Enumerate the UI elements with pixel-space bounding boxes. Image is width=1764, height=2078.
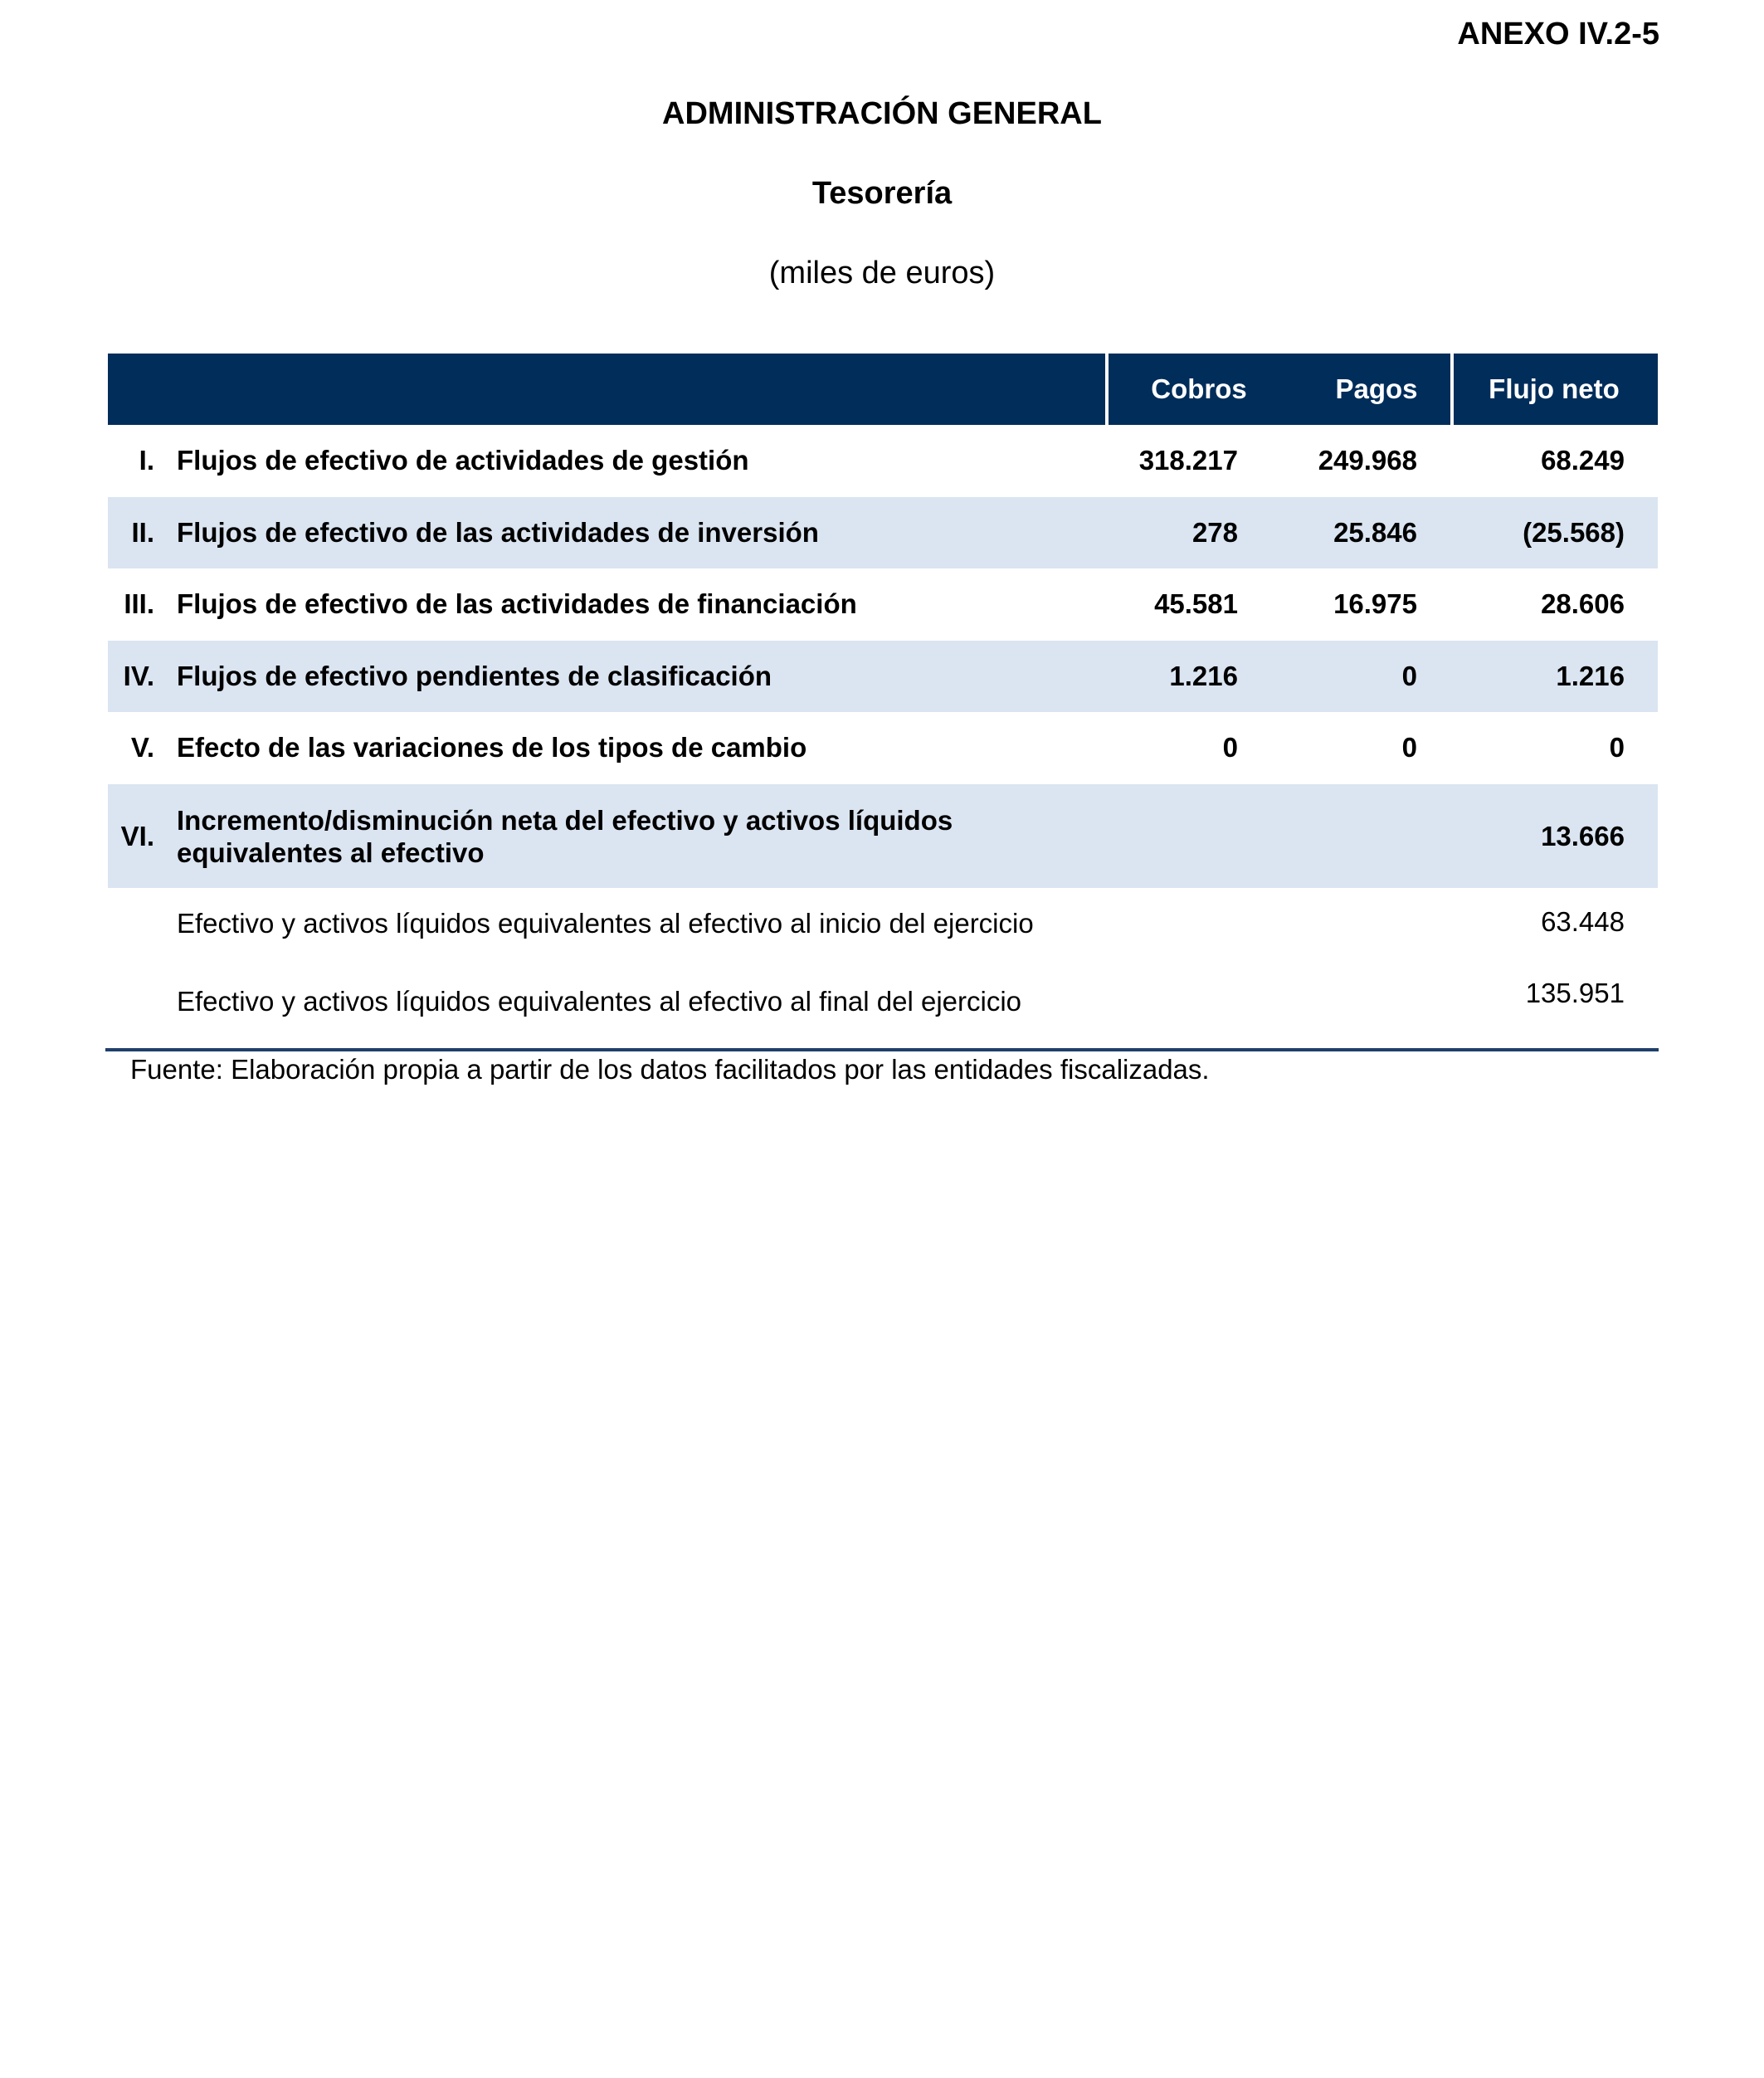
- row-number: IV.: [123, 661, 154, 691]
- cell-neto: 135.951: [1525, 978, 1625, 1008]
- table-row: [108, 568, 1658, 641]
- row-label: Efecto de las variaciones de los tipos de cambio: [177, 732, 807, 763]
- cell-neto: 68.249: [1541, 445, 1625, 476]
- cell-pagos: 0: [1401, 732, 1417, 763]
- header-flujo-neto: Flujo neto: [1489, 373, 1620, 404]
- cell-neto: 63.448: [1541, 906, 1625, 937]
- table-row: [108, 497, 1658, 568]
- row-label: Efectivo y activos líquidos equivalentes al efectivo al inicio del ejercicio: [177, 908, 1034, 939]
- header-divider: [1105, 354, 1109, 425]
- cell-cobros: 278: [1191, 517, 1238, 548]
- cell-neto: (25.568): [1523, 517, 1625, 548]
- row-number: V.: [130, 732, 154, 763]
- row-number: I.: [139, 445, 154, 476]
- table-row: [108, 641, 1658, 712]
- cell-cobros: 0: [1222, 732, 1238, 763]
- row-number: II.: [131, 517, 154, 548]
- row-label-line: equivalentes al efectivo: [177, 837, 485, 868]
- table-row: [108, 425, 1658, 497]
- table-row: [108, 712, 1658, 784]
- cell-cobros: 1.216: [1169, 661, 1238, 691]
- cell-pagos: 249.968: [1318, 445, 1417, 476]
- header-cobros: Cobros: [1151, 373, 1247, 404]
- units-label: (miles de euros): [768, 256, 996, 290]
- row-label-line: Incremento/disminución neta del efectivo y activos líquidos: [177, 805, 953, 836]
- table-row: [108, 888, 1658, 966]
- row-label: Flujos de efectivo de las actividades de inversión: [177, 517, 819, 548]
- cell-pagos: 25.846: [1333, 517, 1417, 548]
- table-row: [108, 966, 1658, 1037]
- table-bottom-rule: [105, 1048, 1659, 1051]
- row-label: Efectivo y activos líquidos equivalentes al efectivo al final del ejercicio: [177, 986, 1022, 1017]
- row-label: [177, 804, 1139, 869]
- cell-neto: 13.666: [1541, 821, 1625, 851]
- cell-cobros: 45.581: [1154, 588, 1238, 619]
- treasury-table: [108, 354, 1658, 1037]
- row-number: VI.: [120, 821, 154, 851]
- page-subtitle: Tesorería: [811, 176, 953, 211]
- cell-neto: 0: [1609, 732, 1625, 763]
- cell-neto: 28.606: [1541, 588, 1625, 619]
- source-note: Fuente: Elaboración propia a partir de los datos facilitados por las entidades fiscalizadas.: [130, 1054, 1210, 1085]
- table-row: [108, 784, 1658, 888]
- cell-pagos: 0: [1401, 661, 1417, 691]
- page-title: ADMINISTRACIÓN GENERAL: [662, 96, 1102, 131]
- row-label: Flujos de efectivo de las actividades de financiación: [177, 588, 857, 619]
- row-label: Flujos de efectivo de actividades de gestión: [177, 445, 749, 476]
- table-header: [108, 354, 1658, 425]
- row-number: III.: [124, 588, 154, 619]
- row-label: Flujos de efectivo pendientes de clasificación: [177, 661, 772, 691]
- annex-label: ANEXO IV.2-5: [1457, 17, 1659, 51]
- cell-neto: 1.216: [1556, 661, 1625, 691]
- header-pagos: Pagos: [1335, 373, 1418, 404]
- cell-cobros: 318.217: [1138, 445, 1238, 476]
- header-divider: [1450, 354, 1454, 425]
- cell-pagos: 16.975: [1333, 588, 1417, 619]
